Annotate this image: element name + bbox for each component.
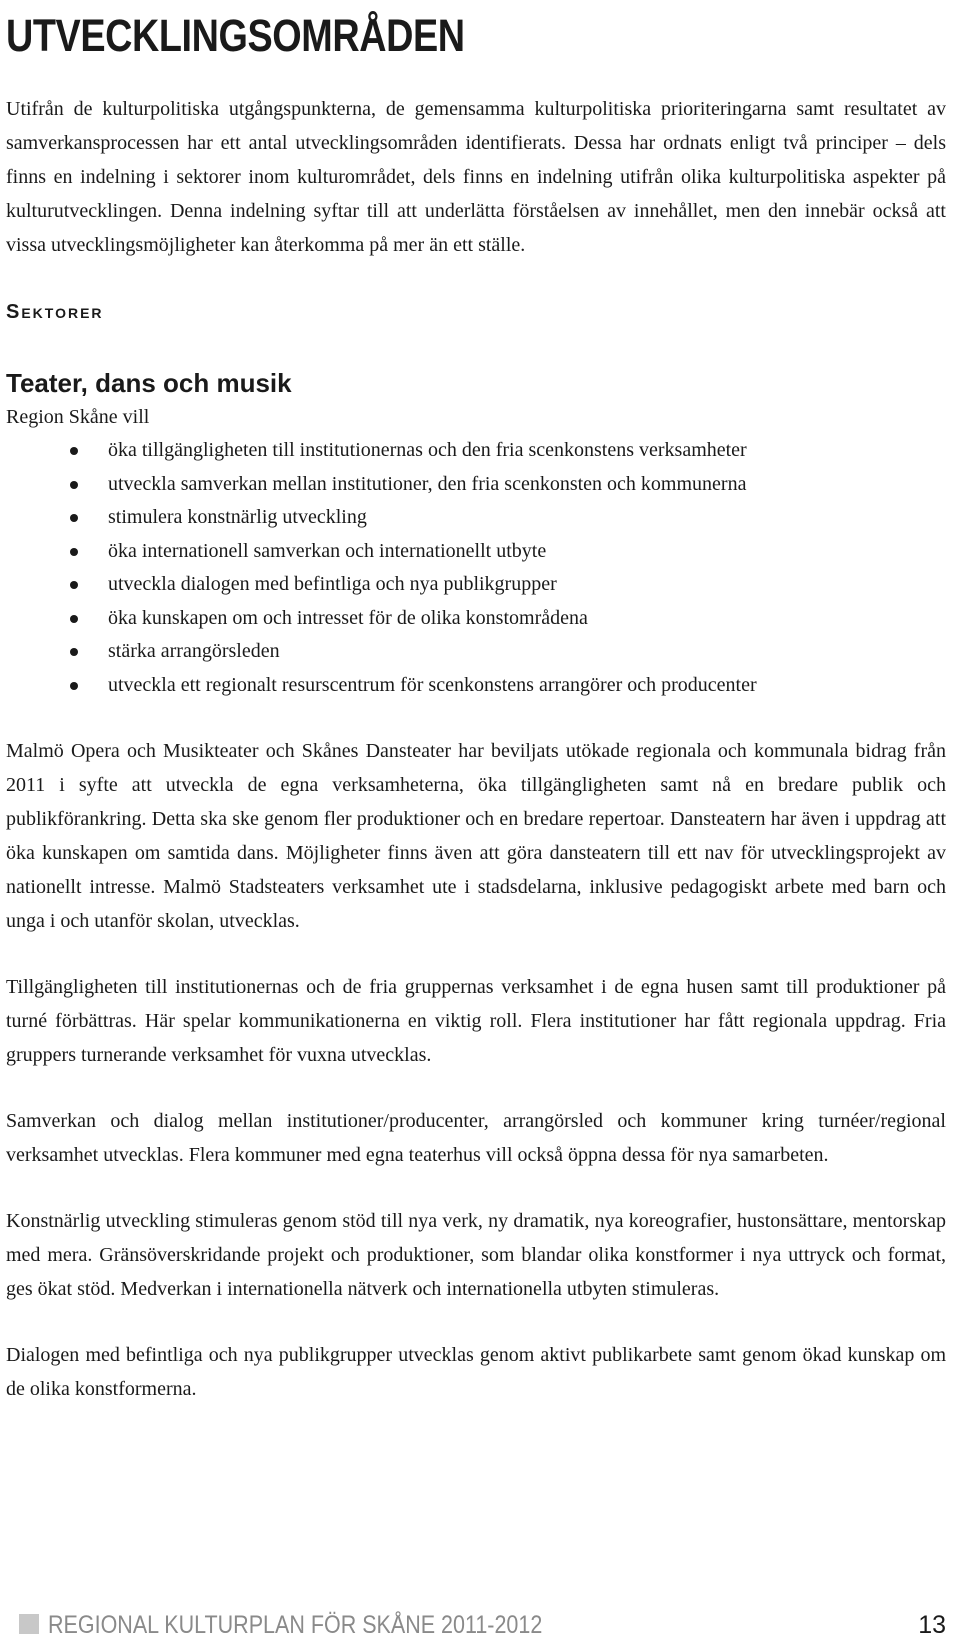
bullet-icon	[70, 581, 78, 589]
list-item: öka internationell samverkan och internationellt utbyte	[70, 535, 946, 569]
list-item: stärka arrangörsleden	[70, 635, 946, 669]
list-lead: Region Skåne vill	[6, 406, 150, 428]
intro-paragraph: Utifrån de kulturpolitiska utgångspunkterna, de gemensamma kulturpolitiska prioriteringarna samt resultatet av samverkansprocessen har ett antal utvecklingsområden identifierats. Dessa har ordnats enligt två principer – dels finns en indelning i sektorer inom kulturområdet, dels finns en indelning utifrån olika kulturpolitiska aspekter på kulturutvecklingen. Denna indelning syftar till att underlätta förståelsen av innehållet, men den innebär också att vissa utvecklingsmöjligheter kan återkomma på mer än ett ställe.	[6, 98, 946, 256]
footer-title: REGIONAL KULTURPLAN FÖR SKÅNE 2011-2012	[48, 1611, 543, 1639]
square-icon	[19, 1614, 39, 1634]
page-number: 13	[918, 1611, 946, 1639]
bullet-icon	[70, 648, 78, 656]
section-heading: Sektorer	[6, 301, 104, 323]
list-item: utveckla samverkan mellan institutioner, den fria scenkonsten och kommunerna	[70, 468, 946, 502]
body-paragraph: Tillgängligheten till institutionernas och de fria gruppernas verksamhet i de egna husen samt till produktioner på turné förbättras. Här spelar kommunikationerna en viktig roll. Flera institutioner har fått regionala uppdrag. Fria gruppers turnerande verksamhet för vuxna utvecklas.	[6, 976, 946, 1066]
bullet-icon	[70, 615, 78, 623]
bullet-icon	[70, 514, 78, 522]
bullet-icon	[70, 447, 78, 455]
body-paragraph: Dialogen med befintliga och nya publikgrupper utvecklas genom aktivt publikarbete samt genom ökad kunskap om de olika konstformerna.	[6, 1344, 946, 1400]
body-paragraph: Konstnärlig utveckling stimuleras genom stöd till nya verk, ny dramatik, nya koreografier, hustonsättare, mentorskap med mera. Gränsöverskridande projekt och produktioner, som blandar olika konstformer i nya uttryck och format, ges ökat stöd. Medverkan i internationella nätverk och internationella utbyten stimuleras.	[6, 1210, 946, 1300]
list-item: stimulera konstnärlig utveckling	[70, 501, 946, 535]
page-title: UTVECKLINGSOMRÅDEN	[6, 10, 465, 61]
document-page	[6, 0, 946, 1406]
bullet-icon	[70, 682, 78, 690]
body-paragraph: Malmö Opera och Musikteater och Skånes Dansteater har beviljats utökade regionala och kommunala bidrag från 2011 i syfte att utveckla de egna verksamheterna, öka tillgängligheten samt nå en bredare publik och publikförankring. Detta ska ske genom fler produktioner och en bredare repertoar. Dansteatern har även i uppdrag att öka kunskapen om samtida dans. Möjligheter finns även att göra dansteatern till ett nav för utvecklingsprojekt av nationellt intresse. Malmö Stadsteaters verksamhet ute i stadsdelarna, inklusive pedagogiskt arbete med barn och unga i och utanför skolan, utvecklas.	[6, 740, 946, 932]
bullet-list	[6, 434, 946, 702]
list-item: öka kunskapen om och intresset för de olika konstområdena	[70, 602, 946, 636]
list-item: öka tillgängligheten till institutionernas och den fria scenkonstens verksamheter	[70, 434, 946, 468]
body-paragraph: Samverkan och dialog mellan institutioner/producenter, arrangörsled och kommuner kring turnéer/regional verksamhet utvecklas. Flera kommuner med egna teaterhus vill också öppna dessa för nya samarbeten.	[6, 1110, 946, 1166]
page-footer	[0, 1607, 960, 1643]
bullet-icon	[70, 548, 78, 556]
list-item: utveckla dialogen med befintliga och nya publikgrupper	[70, 568, 946, 602]
bullet-icon	[70, 481, 78, 489]
list-item: utveckla ett regionalt resurscentrum för scenkonstens arrangörer och producenter	[70, 669, 946, 703]
subheading: Teater, dans och musik	[6, 368, 292, 398]
